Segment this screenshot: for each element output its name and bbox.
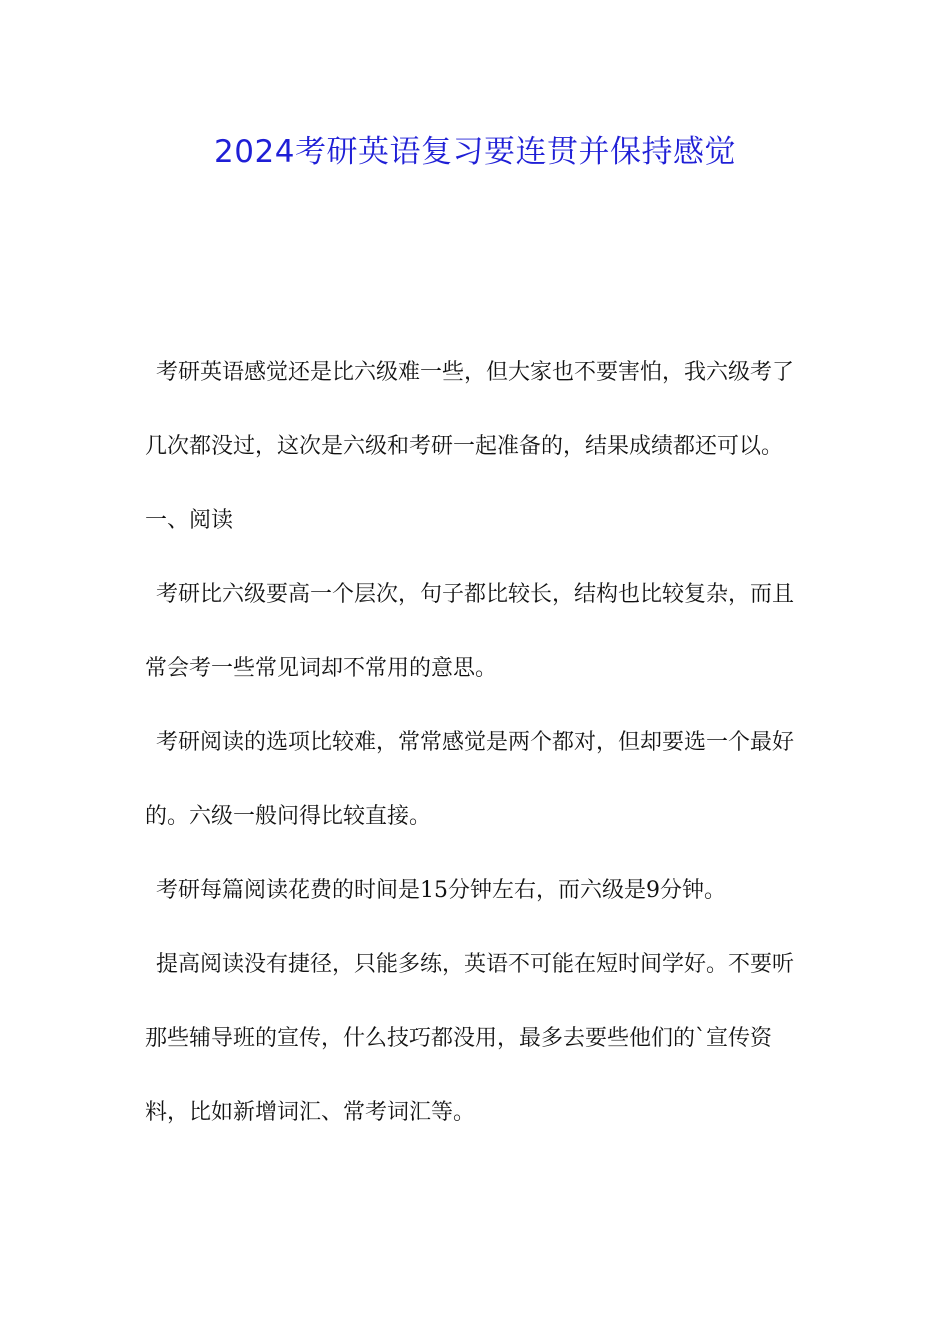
paragraph-reading-time: 考研每篇阅读花费的时间是15分钟左右，而六级是9分钟。 xyxy=(156,878,726,903)
document-body xyxy=(145,336,810,1150)
section-heading-reading: 一、阅读 xyxy=(145,508,234,533)
document-title: 2024考研英语复习要连贯并保持感觉 xyxy=(214,134,736,170)
paragraph-reading-options: 考研阅读的选项比较难，常常感觉是两个都对，但却要选一个最好的。六级一般问得比较直接。 xyxy=(145,730,795,829)
paragraph-reading-practice: 提高阅读没有捷径，只能多练，英语不可能在短时间学好。不要听那些辅导班的宣传，什么技巧都没用，最多去要些他们的`宣传资料，比如新增词汇、常考词汇等。 xyxy=(145,952,795,1125)
paragraph-reading-level: 考研比六级要高一个层次，句子都比较长，结构也比较复杂，而且常会考一些常见词却不常用的意思。 xyxy=(145,582,795,681)
paragraph-intro: 考研英语感觉还是比六级难一些，但大家也不要害怕，我六级考了几次都没过，这次是六级和考研一起准备的，结果成绩都还可以。 xyxy=(145,360,795,459)
